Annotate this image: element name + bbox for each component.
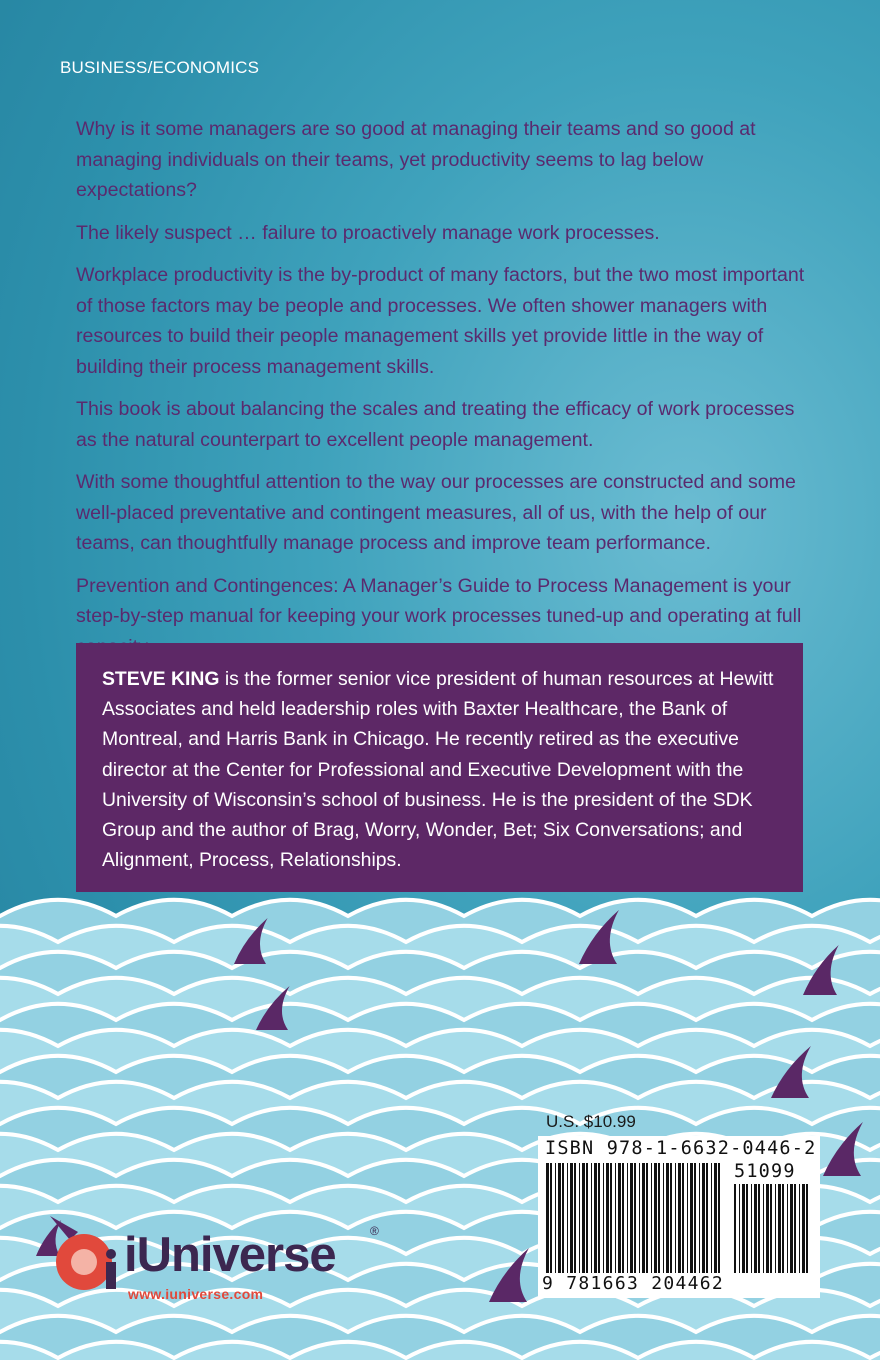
barcode-bar (634, 1163, 636, 1273)
barcode-bar (766, 1184, 769, 1273)
barcode-bar (651, 1163, 652, 1273)
blurb-paragraph: Prevention and Contingences: A Manager’s Guide to Process Management is your step-by-step manual for keeping your work processes tuned-up and operating at full (76, 574, 802, 627)
price-addon-number: 51099 (734, 1161, 796, 1182)
barcode-bar (570, 1163, 573, 1273)
category-label: BUSINESS/ECONOMICS (60, 58, 260, 77)
barcode-bar (751, 1184, 752, 1273)
barcode-bar (630, 1163, 633, 1273)
barcode-bar (594, 1163, 597, 1273)
registered-mark: ® (370, 1224, 379, 1238)
barcode-bar (690, 1163, 693, 1273)
barcode-bar (787, 1184, 788, 1273)
barcode-bar (706, 1163, 708, 1273)
barcode-bar (702, 1163, 705, 1273)
barcode-bar (806, 1184, 808, 1273)
barcode-bar (639, 1163, 640, 1273)
barcode-bar (694, 1163, 696, 1273)
isbn-label: ISBN 978-1-6632-0446-2 (545, 1138, 817, 1159)
barcode-bar (734, 1184, 736, 1273)
barcode-bar (739, 1184, 740, 1273)
barcode-bar (627, 1163, 628, 1273)
price-label: U.S. $10.99 (546, 1112, 636, 1131)
barcode-bar (654, 1163, 657, 1273)
publisher-name: iUniverse (124, 1228, 336, 1282)
barcode-bar (794, 1184, 796, 1273)
barcode-bar (790, 1184, 793, 1273)
barcode-bar (758, 1184, 760, 1273)
barcode-bar (802, 1184, 805, 1273)
barcode-bar (699, 1163, 700, 1273)
barcode-bar (663, 1163, 664, 1273)
barcode-bar (546, 1163, 549, 1273)
publisher-url: www.iuniverse.com (128, 1286, 264, 1302)
barcode-bar (687, 1163, 688, 1273)
blurb-paragraph: This book is about balancing the scales and treating the efficacy of work processes as the natural counterpart to excellent people management. (76, 398, 795, 451)
barcode-bar (555, 1163, 556, 1273)
ean-barcode-bars (546, 1163, 724, 1273)
blurb-paragraph: Workplace productivity is the by-product of many factors, but the two most important of those factors may be people and processes. We often shower managers with resources to build their people management skills yet provide little in the way of building their process management skills. (76, 264, 805, 378)
blurb-paragraph: With some thoughtful attention to the way our processes are constructed and some well-placed preventative and contingent measures, all of us, with the help of our teams, can thoughtfully manage process and improve team performance. (76, 471, 796, 554)
barcode-bar (746, 1184, 748, 1273)
barcode-bar (782, 1184, 784, 1273)
barcode-bar (642, 1163, 645, 1273)
barcode-bar (618, 1163, 621, 1273)
barcode-bar (711, 1163, 712, 1273)
blurb-paragraph: Why is it some managers are so good at managing their teams and so good at managing individuals on their teams, yet productivity seems to lag below expectations? (76, 118, 756, 201)
barcode-bar (606, 1163, 609, 1273)
barcode-bar (775, 1184, 776, 1273)
barcode-bar (562, 1163, 564, 1273)
barcode-bar (718, 1163, 720, 1273)
author-name: STEVE KING (102, 668, 220, 690)
barcode-bar (567, 1163, 568, 1273)
barcode-bar (658, 1163, 660, 1273)
barcode-bar (591, 1163, 592, 1273)
barcode-bar (778, 1184, 781, 1273)
ean-digits: 9 781663 204462 (542, 1273, 725, 1294)
barcode-bar (603, 1163, 604, 1273)
barcode-bar (582, 1163, 585, 1273)
author-bio-text: is the former senior vice president of human resources at Hewitt Associates and held leadership roles with Baxter Healthcare, the Bank of Montreal, and Harris Bank in Chicago. He recently retired as the executive director at the Center for Professional and Executive Development with the University of Wisconsin’s school of business. He is the president of the SDK Group and the author of Brag, Worry, Wonder, Bet; Six Conversations; and Alignment, Process, Relationships. (102, 668, 774, 872)
barcode-bar (622, 1163, 624, 1273)
barcode-bar (558, 1163, 561, 1273)
barcode-bar (754, 1184, 757, 1273)
barcode-bar (646, 1163, 648, 1273)
isbn-barcode (538, 1136, 820, 1298)
barcode-bar (763, 1184, 764, 1273)
barcode-bar (675, 1163, 676, 1273)
barcode-bar (670, 1163, 672, 1273)
barcode-bar (586, 1163, 588, 1273)
barcode-bar (550, 1163, 552, 1273)
barcode-bar (610, 1163, 612, 1273)
barcode-bar (770, 1184, 772, 1273)
barcode-bar (678, 1163, 681, 1273)
barcode-bar (682, 1163, 684, 1273)
barcode-bar (615, 1163, 616, 1273)
barcode-bar (574, 1163, 576, 1273)
publisher-logo (48, 1216, 388, 1306)
barcode-bar (799, 1184, 800, 1273)
barcode-bar (579, 1163, 580, 1273)
barcode-bar (598, 1163, 600, 1273)
addon-barcode-bars (734, 1184, 812, 1273)
barcode-bar (666, 1163, 669, 1273)
barcode-bar (742, 1184, 745, 1273)
barcode-bar (714, 1163, 717, 1273)
iuniverse-logo-icon (48, 1216, 128, 1294)
blurb-paragraph: The likely suspect … failure to proactively manage work processes. (76, 221, 660, 244)
